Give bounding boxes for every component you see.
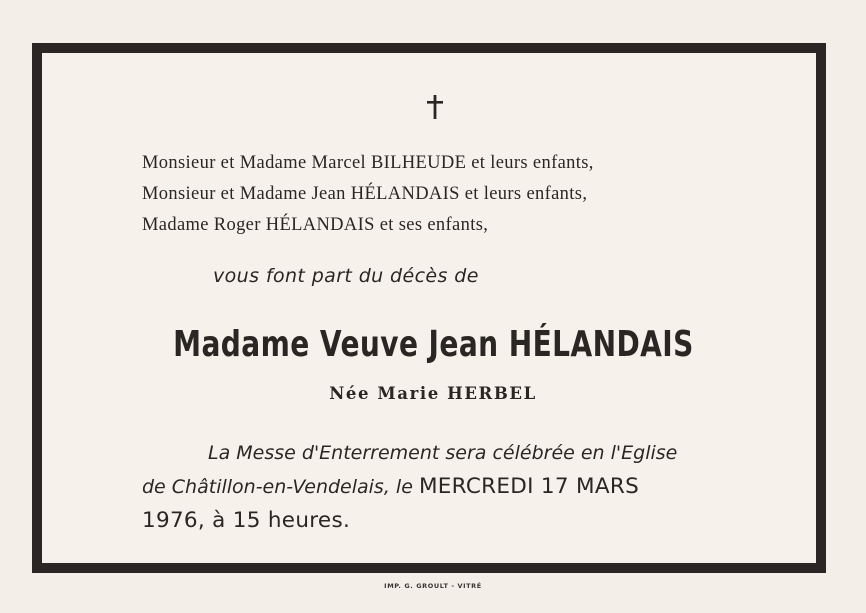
deceased-name: Madame Veuve Jean HÉLANDAIS <box>173 324 694 365</box>
mass-place: de Châtillon-en-Vendelais, le <box>142 476 413 498</box>
funeral-mass-details <box>142 436 677 538</box>
mass-date: MERCREDI 17 MARS <box>418 474 640 499</box>
announcement-text: vous font part du décès de <box>213 265 479 287</box>
mass-line-1: La Messe d'Enterrement sera célébrée en l'Eglise <box>208 442 678 464</box>
family-line: Monsieur et Madame Marcel BILHEUDE et leurs enfants, <box>142 153 594 173</box>
maiden-name: Née Marie HERBEL <box>329 384 537 403</box>
family-list <box>142 148 594 241</box>
mass-line-3: 1976, à 15 heures. <box>142 508 351 533</box>
family-line: Monsieur et Madame Jean HÉLANDAIS et leurs enfants, <box>142 184 588 204</box>
mass-line-2 <box>142 470 677 504</box>
cross-icon <box>424 94 446 120</box>
printer-credit: IMP. G. GROULT - VITRÉ <box>384 582 482 590</box>
family-line: Madame Roger HÉLANDAIS et ses enfants, <box>142 215 489 235</box>
